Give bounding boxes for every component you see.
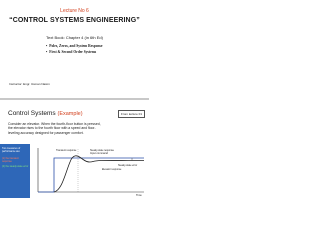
- bullet-icon: •: [46, 50, 48, 54]
- slide-title: “CONTROL SYSTEMS ENGINEERING”: [9, 17, 140, 24]
- paragraph-line: leveling accuracy designed for passenger comfort.: [8, 130, 84, 135]
- steady-state-error-label: Steady-state error: [118, 164, 138, 167]
- list-item: [46, 49, 103, 55]
- slide-title-text: Control Systems: [8, 110, 56, 117]
- lecture-label: Lecture No 6: [60, 8, 89, 14]
- elevator-response-label: Elevator response: [102, 168, 122, 171]
- paragraph-line: Consider an elevator. When the fourth-floor button is pressed,: [8, 122, 101, 126]
- bullet-icon: •: [46, 44, 48, 48]
- topic-text: Poles, Zeros, and System Response: [49, 44, 103, 48]
- sidebar-item-steady-state: (2) the steady-state error: [2, 165, 29, 168]
- topic-text: First & Second Order Systems: [49, 50, 97, 54]
- steady-state-response-label: Steady-state response: [90, 149, 114, 152]
- elevator-response-curve: [54, 156, 144, 192]
- paragraph-line: the elevator rises to the fourth floor with a speed and floor-: [8, 126, 96, 131]
- sidebar-intro: Two measures of performance are:: [2, 147, 21, 153]
- slide-title: [8, 110, 83, 117]
- elevator-response-chart: [32, 144, 147, 198]
- slide-1: [0, 0, 149, 98]
- slide-title-tag: (Example): [57, 111, 83, 117]
- sidebar-item-transient: (1) the transient response: [2, 157, 19, 163]
- instructor-name: Instructor: Engr. Usman Nasim: [9, 82, 50, 86]
- textbook-reference: Text Book: Chapter 4 (in 6th Ed): [46, 35, 103, 40]
- from-lecture-label: From lecture 01: [118, 110, 145, 118]
- description-paragraph: [8, 122, 143, 135]
- input-command-label: Input command: [90, 152, 108, 155]
- slide-2: [0, 100, 149, 198]
- topics-list: [46, 43, 103, 55]
- time-axis-label: Time: [136, 194, 142, 197]
- transient-response-label: Transient response: [56, 149, 77, 152]
- performance-sidebar: [0, 144, 30, 198]
